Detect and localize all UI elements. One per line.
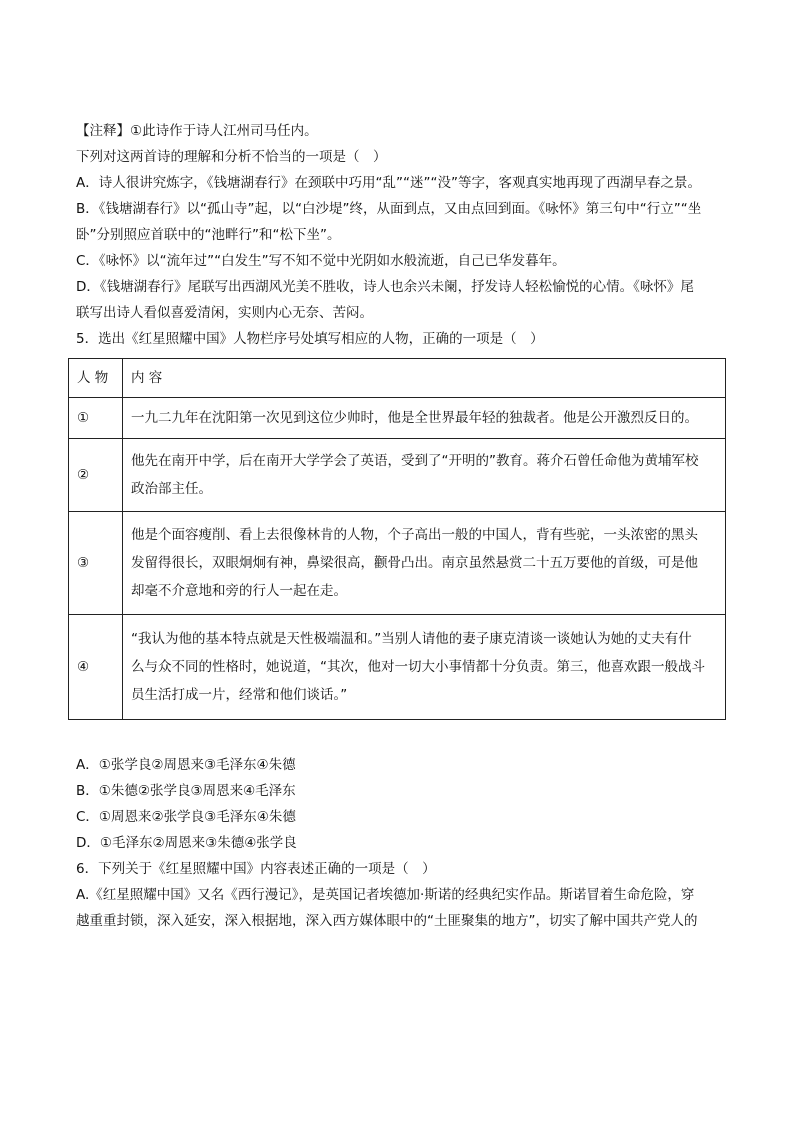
- question-4-option-d: D．《钱塘湖春行》尾联写出西湖风光美不胜收，诗人也余兴未阑，抒发诗人轻松愉悦的心情。《咏怀》尾: [76, 279, 694, 295]
- question-5-option-c: C．①周恩来②张学良③毛泽东④朱德: [76, 809, 296, 825]
- note-annotation: 【注释】①此诗作于诗人江州司马任内。: [76, 123, 318, 139]
- table-header-row: [69, 359, 726, 398]
- row-content-line: 一九二九年在沈阳第一次见到这位少帅时，他是全世界最年轻的独裁者。他是公开激烈反日的。: [131, 410, 698, 426]
- question-5-option-b: B．①朱德②张学良③周恩来④毛泽东: [76, 783, 296, 799]
- row-content-line: “我认为他的基本特点就是天性极端温和。”当别人请他的妻子康克清谈一谈她认为她的丈夫有什: [131, 631, 692, 647]
- row-content-line: 却毫不介意地和旁的行人一起在走。: [131, 583, 347, 599]
- row-content: [123, 615, 726, 720]
- question-4-option-b-cont: 卧”分别照应首联中的“池畔行”和“松下坐”。: [76, 227, 341, 243]
- row-content-line: 员生活打成一片，经常和他们谈话。”: [131, 687, 348, 703]
- question-5-option-d: D．①毛泽东②周恩来③朱德④张学良: [76, 835, 297, 851]
- table-row: [69, 398, 726, 439]
- row-number: ①: [69, 398, 123, 439]
- table-row: [69, 615, 726, 720]
- question-5-stem: 5．选出《红星照耀中国》人物栏序号处填写相应的人物，正确的一项是（ ）: [76, 331, 544, 347]
- question-5-option-a: A．①张学良②周恩来③毛泽东④朱德: [76, 757, 296, 773]
- row-content-line: 发留得很长，双眼炯炯有神，鼻梁很高，颧骨凸出。南京虽然悬赏二十五万要他的首级，可是他: [131, 555, 698, 571]
- question-4-option-b: B．《钱塘湖春行》以“孤山寺”起，以“白沙堤”终，从面到点，又由点回到面。《咏怀》第三句中“行立”“坐: [76, 201, 702, 217]
- table-header-person: 人 物: [69, 359, 123, 398]
- row-content: [123, 512, 726, 615]
- document-page: [76, 118, 726, 934]
- row-content-line: 政治部主任。: [131, 481, 212, 497]
- row-content-line: 他先在南开中学，后在南开大学学会了英语，受到了“开明的”教育。蒋介石曾任命他为黄埔军校: [131, 453, 699, 469]
- people-table: [68, 358, 726, 720]
- row-number: ②: [69, 439, 123, 512]
- question-6-option-a-cont: 越重重封锁，深入延安，深入根据地，深入西方媒体眼中的“土匪聚集的地方”，切实了解中国共产党人的: [76, 913, 698, 929]
- table-header-content: 内 容: [123, 359, 726, 398]
- question-4-stem: 下列对这两首诗的理解和分析不恰当的一项是（ ）: [76, 149, 387, 165]
- row-number: ④: [69, 615, 123, 720]
- table-row: [69, 439, 726, 512]
- question-4-option-d-cont: 联写出诗人看似喜爱清闲，实则内心无奈、苦闷。: [76, 305, 373, 321]
- row-number: ③: [69, 512, 123, 615]
- row-content-line: 么与众不同的性格时，她说道，“其次，他对一切大小事情都十分负责。第三，他喜欢跟一般战斗: [131, 659, 705, 675]
- question-6-option-a: A.《红星照耀中国》又名《西行漫记》，是英国记者埃德加·斯诺的经典纪实作品。斯诺冒着生命危险，穿: [76, 887, 695, 903]
- row-content-line: 他是个面容瘦削、看上去很像林肯的人物，个子高出一般的中国人，背有些驼，一头浓密的黑头: [131, 527, 698, 543]
- question-4-option-a: A．诗人很讲究炼字，《钱塘湖春行》在颈联中巧用“乱”“迷”“没”等字，客观真实地再现了西湖早春之景。: [76, 175, 701, 191]
- row-content: [123, 398, 726, 439]
- question-6-stem: 6．下列关于《红星照耀中国》内容表述正确的一项是（ ）: [76, 861, 436, 877]
- row-content: [123, 439, 726, 512]
- table-row: [69, 512, 726, 615]
- question-4-option-c: C．《咏怀》以“流年过”“白发生”写不知不觉中光阴如水般流逝，自己已华发暮年。: [76, 253, 566, 269]
- spacer: [76, 720, 726, 752]
